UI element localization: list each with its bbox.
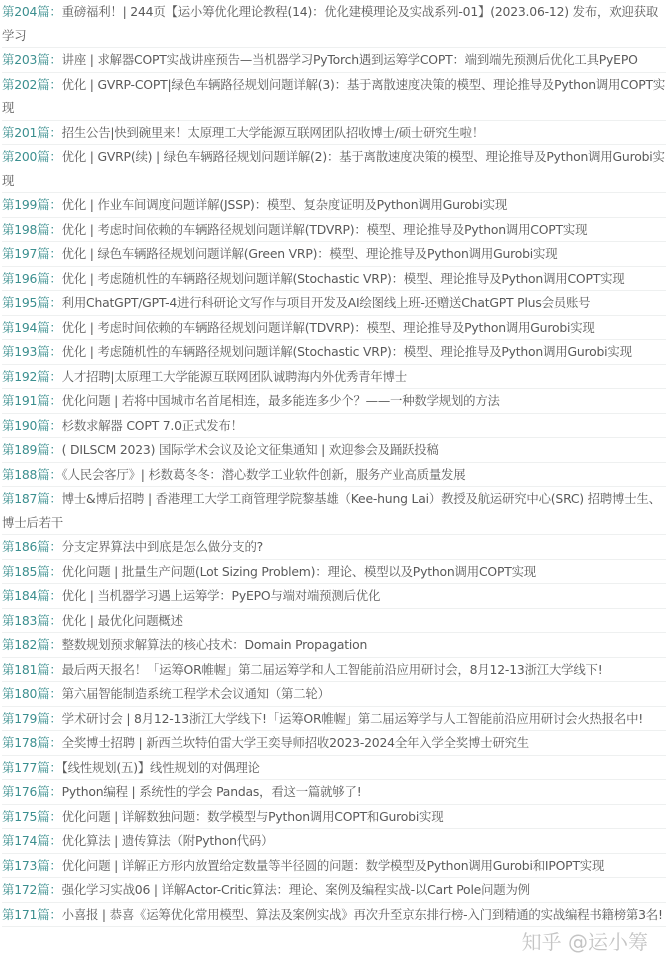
article-title: 优化问题 | 详解正方形内放置给定数量等半径圆的问题：数学模型及Python调用Gurobi和IPOPT实现 [61,857,605,873]
article-link[interactable] [2,658,666,683]
article-number: 第179篇： [2,710,62,726]
article-link[interactable] [2,193,666,218]
article-link[interactable] [2,805,666,830]
article-link[interactable] [2,756,666,781]
article-number: 第198篇： [2,221,62,237]
article-link[interactable] [2,218,666,243]
article-number: 第181篇： [2,661,62,677]
article-number: 第177篇： [2,759,62,775]
article-number: 第196篇： [2,270,62,286]
article-link[interactable] [2,854,666,879]
article-number: 第190篇： [2,417,62,433]
article-title: 优化问题 | 批量生产问题(Lot Sizing Problem)：理论、模型以及Python调用COPT实现 [61,563,536,579]
article-link[interactable] [2,438,666,463]
article-number: 第193篇： [2,344,62,359]
article-number: 第184篇： [2,588,62,603]
article-link[interactable] [2,903,666,928]
article-number: 第175篇： [2,808,62,824]
article-link[interactable] [2,389,666,414]
article-link[interactable] [2,731,666,756]
article-title: 【线性规划(五)】线性规划的对偶理论 [61,759,260,775]
article-link[interactable] [2,560,666,585]
article-title: 优化算法 | 遗传算法（附Python代码） [61,833,274,848]
article-title: 最后两天报名！「运筹OR帷幄」第二届运筹学和人工智能前沿应用研讨会，8月12-13浙江大学线下! [61,661,603,677]
article-title: 强化学习实战06 | 详解Actor-Critic算法：理论、案例及编程实战-以Cart Pole问题为例 [61,882,530,897]
article-number: 第189篇： [2,442,62,457]
article-link[interactable] [2,0,666,48]
article-link[interactable] [2,780,666,805]
article-title: 第六届智能制造系统工程学术会议通知（第二轮） [61,686,330,701]
article-title: 博士&博后招聘 | 香港理工大学工商管理学院黎基雄（Kee-hung Lai）教授及航运研究中心(SRC) 招聘博士生、博士后若干 [2,491,661,530]
article-title: 优化问题 | 详解数独问题：数学模型与Python调用COPT和Gurobi实现 [61,808,444,824]
article-title: 杉数求解器 COPT 7.0正式发布！ [61,417,243,433]
article-link[interactable] [2,463,666,488]
article-link[interactable] [2,121,666,146]
article-number: 第199篇： [2,197,62,212]
article-title: 讲座 | 求解器COPT实战讲座预告—当机器学习PyTorch遇到运筹学COPT：端到端先预测后优化工具PyEPO [61,52,638,67]
article-number: 第194篇： [2,319,62,335]
watermark: 知乎 @运小筹 [521,930,648,954]
article-number: 第186篇： [2,539,62,554]
article-title: 优化 | 考虑随机性的车辆路径规划问题详解(Stochastic VRP)：模型、理论推导及Python调用Gurobi实现 [61,344,632,359]
article-title: 人才招聘|太原理工大学能源互联网团队诚聘海内外优秀青年博士 [61,368,407,384]
article-number: 第200篇： [2,149,62,164]
article-number: 第183篇： [2,612,62,628]
article-title: 《人民会客厅》| 杉数葛冬冬：潜心数学工业软件创新，服务产业高质量发展 [61,466,466,482]
article-number: 第195篇： [2,295,62,310]
article-title: 招生公告|快到碗里来！太原理工大学能源互联网团队招收博士/硕士研究生啦！ [61,124,485,140]
article-title: 学术研讨会 | 8月12-13浙江大学线下!「运筹OR帷幄」第二届运筹学与人工智能前沿应用研讨会火热报名中! [61,710,644,726]
article-title: 优化 | 考虑时间依赖的车辆路径规划问题详解(TDVRP)：模型、理论推导及Python调用COPT实现 [61,221,588,237]
article-number: 第201篇： [2,124,62,140]
article-number: 第178篇： [2,735,62,750]
article-title: 整数规划预求解算法的核心技术：Domain Propagation [61,637,368,652]
article-link[interactable] [2,609,666,634]
article-number: 第202篇： [2,76,62,92]
article-link[interactable] [2,316,666,341]
article-number: 第197篇： [2,246,62,261]
article-link[interactable] [2,414,666,439]
article-link[interactable] [2,682,666,707]
article-link[interactable] [2,48,666,73]
article-link[interactable] [2,633,666,658]
article-number: 第188篇： [2,466,62,482]
article-link[interactable] [2,365,666,390]
article-title: 利用ChatGPT/GPT-4进行科研论文写作与项目开发及AI绘图线上班-还赠送ChatGPT Plus会员账号 [61,295,591,310]
article-title: 小喜报 | 恭喜《运筹优化常用模型、算法及案例实战》再次升至京东排行榜-入门到精通的实战编程书籍榜第3名! [61,906,663,922]
article-link[interactable] [2,242,666,267]
article-link[interactable] [2,340,666,365]
article-number: 第171篇： [2,906,62,922]
article-link[interactable] [2,487,666,535]
article-link[interactable] [2,878,666,903]
article-title: 优化 | 考虑时间依赖的车辆路径规划问题详解(TDVRP)：模型、理论推导及Python调用Gurobi实现 [61,319,595,335]
article-title: 优化 | GVRP-COPT|绿色车辆路径规划问题详解(3)：基于离散速度决策的模型、理论推导及Python调用COPT实现 [2,76,666,115]
article-number: 第174篇： [2,833,62,848]
article-title: 优化 | GVRP(续) | 绿色车辆路径规划问题详解(2)：基于离散速度决策的模型、理论推导及Python调用Gurobi实现 [2,149,665,188]
article-number: 第204篇： [2,4,62,19]
article-link[interactable] [2,707,666,732]
article-title: 分支定界算法中到底是怎么做分支的? [61,539,264,554]
article-title: Python编程 | 系统性的学会 Pandas，看这一篇就够了! [61,784,362,799]
article-number: 第182篇： [2,637,62,652]
article-title: 全奖博士招聘 | 新西兰坎特伯雷大学王奕导师招收2023-2024全年入学全奖博士研究生 [61,735,529,750]
article-title: 重磅福利！| 244页【运小筹优化理论教程(14)：优化建模理论及实战系列-01】(2023.06-12) 发布，欢迎获取学习 [2,4,659,43]
article-link[interactable] [2,535,666,560]
article-link[interactable] [2,267,666,292]
article-link[interactable] [2,73,666,121]
article-title: 优化 | 当机器学习遇上运筹学：PyEPO与端对端预测后优化 [61,588,381,603]
article-number: 第203篇： [2,52,62,67]
article-number: 第176篇： [2,784,62,799]
article-number: 第191篇： [2,393,62,408]
article-link[interactable] [2,291,666,316]
article-link[interactable] [2,584,666,609]
article-number: 第187篇： [2,491,62,506]
article-number: 第192篇： [2,368,62,384]
article-number: 第173篇： [2,857,62,873]
article-link[interactable] [2,829,666,854]
article-title: 优化 | 最优化问题概述 [61,612,183,628]
article-number: 第180篇： [2,686,62,701]
article-title: 优化 | 绿色车辆路径规划问题详解(Green VRP)：模型、理论推导及Python调用Gurobi实现 [61,246,558,261]
article-title: ( DILSCM 2023) 国际学术会议及论文征集通知 | 欢迎参会及踊跃投稿 [61,442,439,457]
article-link[interactable] [2,145,666,193]
article-title: 优化 | 考虑随机性的车辆路径规划问题详解(Stochastic VRP)：模型、理论推导及Python调用COPT实现 [61,270,625,286]
article-number: 第172篇： [2,882,62,897]
article-title: 优化 | 作业车间调度问题详解(JSSP)：模型、复杂度证明及Python调用Gurobi实现 [61,197,508,212]
article-number: 第185篇： [2,563,62,579]
article-title: 优化问题 | 若将中国城市名首尾相连，最多能连多少个？——一种数学规划的方法 [61,393,500,408]
